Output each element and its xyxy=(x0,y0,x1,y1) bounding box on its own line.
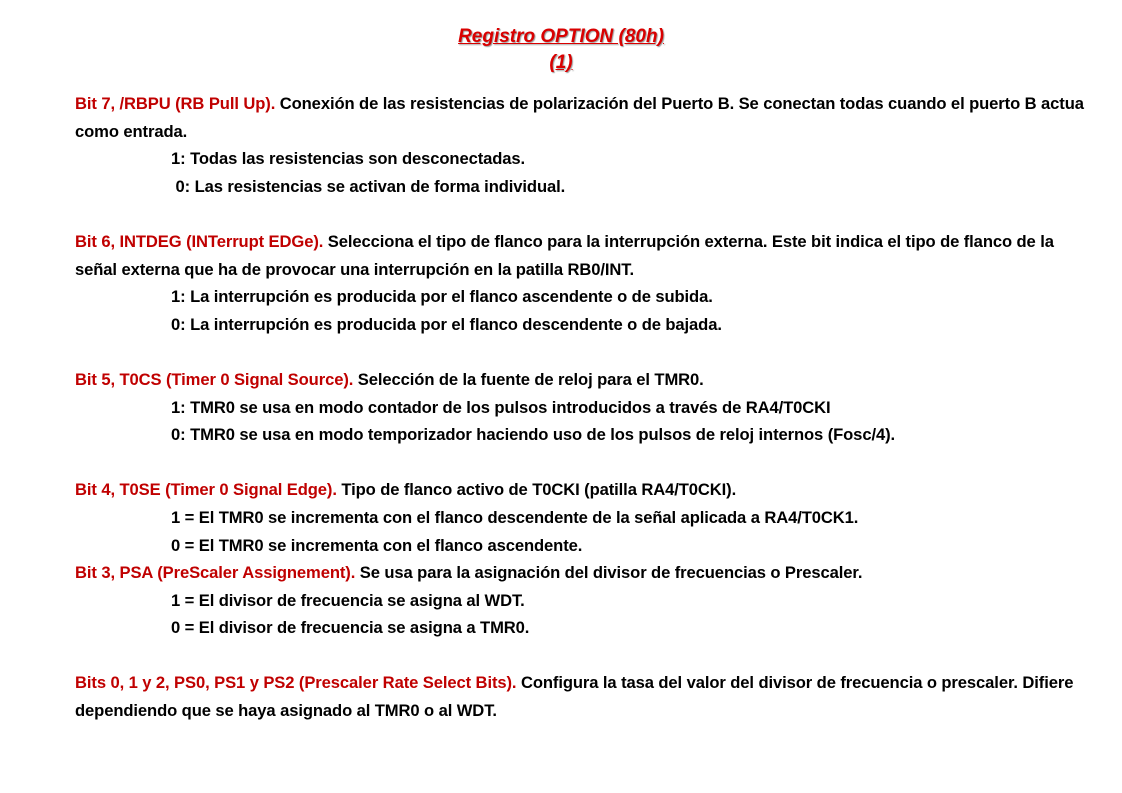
section-bits012 xyxy=(75,669,1095,724)
section-text: Conexión de las resistencias de polarización del Puerto B. Se conectan todas cuando el puerto B actua como entrada. xyxy=(75,94,1084,141)
section-header: Bit 3, PSA (PreScaler Assignement). xyxy=(75,563,356,583)
section-bit5 xyxy=(75,366,1095,394)
section-bit3 xyxy=(75,559,1095,587)
section-bit6 xyxy=(75,228,1095,283)
section-header: Bit 7, /RBPU (RB Pull Up). xyxy=(75,94,276,113)
slide-title xyxy=(0,24,1122,76)
section-text: Se usa para la asignación del divisor de frecuencias o Prescaler. xyxy=(355,563,863,583)
section-header: Bit 4, T0SE (Timer 0 Signal Edge). xyxy=(75,480,337,500)
slide-body xyxy=(75,90,1095,725)
option-line: 0 = El TMR0 se incrementa con el flanco ascendente. xyxy=(171,535,583,555)
spacer xyxy=(75,642,1095,670)
option-line: 0 = El divisor de frecuencia se asigna a TMR0. xyxy=(171,618,530,638)
option-line: 0: La interrupción es producida por el flanco descendente o de bajada. xyxy=(171,314,722,334)
option-line: 1: Todas las resistencias son desconectadas. xyxy=(171,149,526,169)
option-line: 0: Las resistencias se activan de forma individual. xyxy=(171,176,566,196)
title-line-1: Registro OPTION (80h) xyxy=(458,26,664,47)
section-text: Selecciona el tipo de flanco para la interrupción externa. Este bit indica el tipo de flanco de la señal externa que ha de provocar una interrupción en la patilla RB0/INT. xyxy=(75,231,1054,279)
section-bit7 xyxy=(75,90,1095,145)
section-header: Bit 5, T0CS (Timer 0 Signal Source). xyxy=(75,369,354,389)
section-bit4 xyxy=(75,476,1095,504)
section-text: Configura la tasa del valor del divisor de frecuencia o prescaler. Difiere dependiendo que se haya asignado al TMR0 o al WDT. xyxy=(75,673,1074,721)
spacer xyxy=(75,338,1095,366)
section-text: Tipo de flanco activo de T0CKI (patilla RA4/T0CKI). xyxy=(336,480,737,500)
section-text: Selección de la fuente de reloj para el TMR0. xyxy=(353,369,704,389)
section-header: Bit 6, INTDEG (INTerrupt EDGe). xyxy=(75,231,324,251)
spacer xyxy=(75,200,1095,228)
option-line: 1 = El divisor de frecuencia se asigna al WDT. xyxy=(171,590,525,610)
option-line: 1 = El TMR0 se incrementa con el flanco descendente de la señal aplicada a RA4/T0CK1. xyxy=(171,507,859,527)
option-line: 1: TMR0 se usa en modo contador de los pulsos introducidos a través de RA4/T0CKI xyxy=(171,397,831,417)
spacer xyxy=(75,449,1095,477)
option-line: 0: TMR0 se usa en modo temporizador haciendo uso de los pulsos de reloj internos (Fosc/4). xyxy=(171,425,896,445)
title-line-2: (1) xyxy=(549,52,573,73)
option-line: 1: La interrupción es producida por el flanco ascendente o de subida. xyxy=(171,287,713,307)
section-header: Bits 0, 1 y 2, PS0, PS1 y PS2 (Prescaler Rate Select Bits). xyxy=(75,673,517,693)
